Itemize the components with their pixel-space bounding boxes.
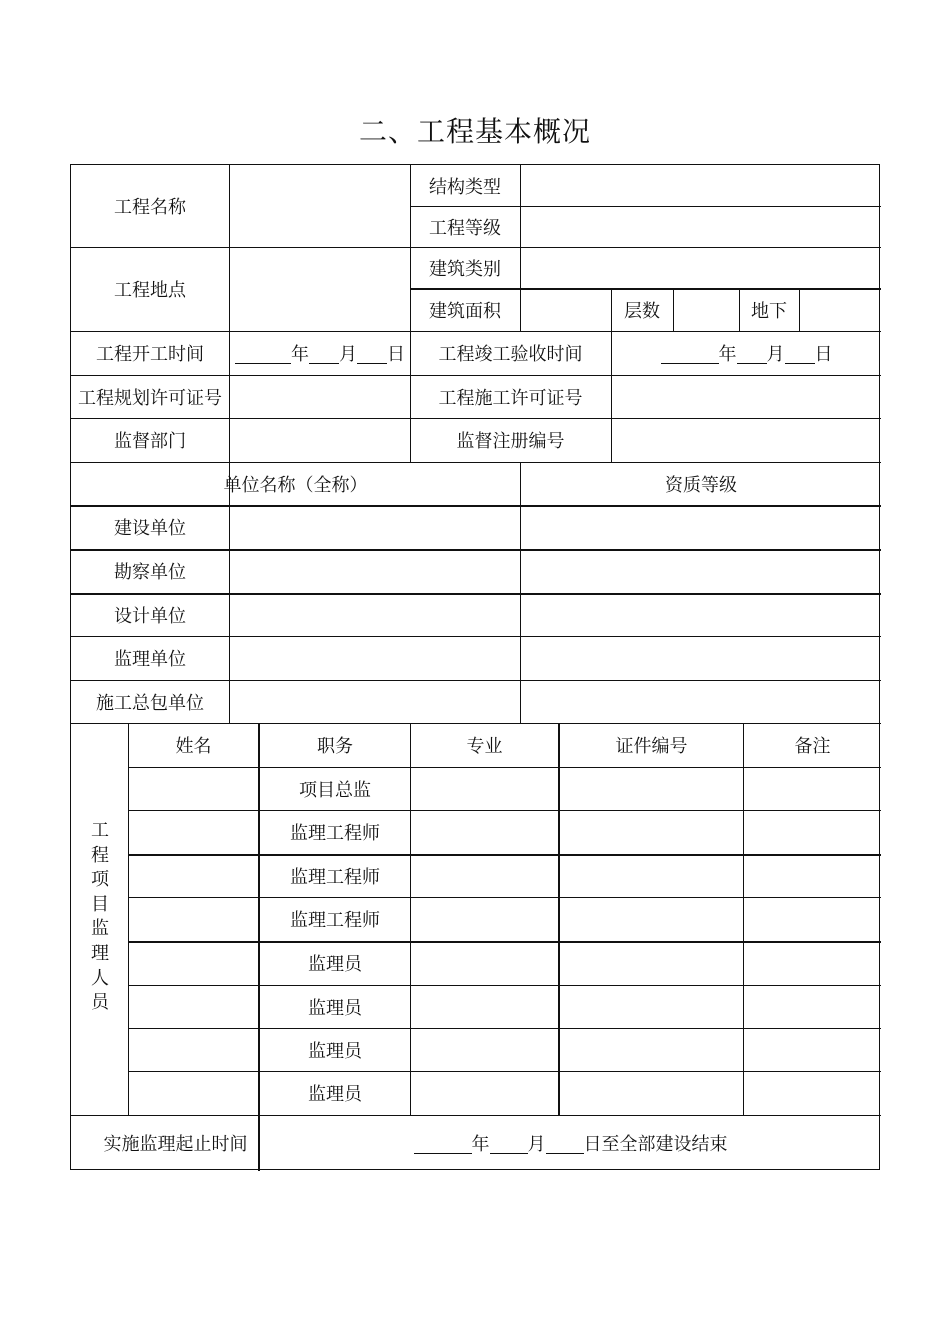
field-start-date[interactable] (230, 331, 410, 375)
field-completion-date[interactable] (612, 331, 881, 375)
day-label: 日 (387, 344, 405, 365)
grid-line (410, 723, 411, 1115)
grid-line (128, 985, 881, 986)
field-survey-unit-name[interactable] (230, 549, 520, 593)
label-supervision-reg: 监督注册编号 (456, 431, 565, 452)
field-floors[interactable] (674, 288, 739, 331)
blank-day[interactable] (546, 1133, 584, 1154)
label-project-name: 工程名称 (114, 197, 186, 218)
field-building-category[interactable] (521, 247, 881, 288)
field-underground[interactable] (800, 288, 881, 331)
field-supervision-reg[interactable] (612, 418, 881, 462)
year-label: 年 (471, 1134, 490, 1155)
field-survey-unit-grade[interactable] (521, 549, 881, 593)
grid-line (128, 1071, 881, 1072)
header-unit-name: 单位名称（全称） (223, 474, 368, 496)
project-overview-form (70, 164, 880, 1170)
month-label: 月 (527, 1134, 546, 1155)
label-project-location: 工程地点 (114, 280, 186, 301)
field-building-area[interactable] (521, 288, 611, 331)
position-cell: 监理工程师 (290, 866, 380, 888)
field-planning-permit[interactable] (230, 375, 410, 418)
position-cell: 监理员 (308, 1084, 362, 1105)
label-floors: 层数 (624, 300, 660, 322)
label-structure-type: 结构类型 (429, 176, 501, 198)
header-remarks: 备注 (794, 736, 831, 757)
field-contractor-unit-name[interactable] (230, 680, 520, 723)
label-building-category: 建筑类别 (429, 258, 501, 280)
field-owner-unit-grade[interactable] (521, 505, 881, 549)
label-planning-permit: 工程规划许可证号 (78, 387, 222, 409)
grid-line (558, 723, 560, 1115)
label-project-grade: 工程等级 (429, 217, 501, 239)
label-construction-permit: 工程施工许可证号 (438, 387, 583, 409)
field-structure-type[interactable] (521, 165, 881, 206)
label-survey-unit: 勘察单位 (114, 562, 186, 583)
field-design-unit-name[interactable] (230, 593, 520, 636)
label-supervision-dept: 监督部门 (114, 431, 186, 452)
field-contractor-unit-grade[interactable] (521, 680, 881, 723)
field-design-unit-grade[interactable] (521, 593, 881, 636)
grid-line (128, 723, 129, 1115)
blank-month[interactable] (490, 1133, 528, 1154)
label-start-time: 工程开工时间 (96, 344, 204, 365)
header-position: 职务 (317, 736, 353, 757)
label-design-unit: 设计单位 (114, 605, 186, 627)
grid-line (128, 854, 881, 856)
period-end-text: 日至全部建设结束 (583, 1134, 728, 1155)
label-building-area: 建筑面积 (429, 300, 501, 322)
year-label: 年 (718, 344, 737, 365)
field-supervision-unit-name[interactable] (230, 636, 520, 680)
field-supervision-unit-grade[interactable] (521, 636, 881, 680)
month-label: 月 (766, 344, 785, 365)
grid-line (128, 941, 881, 943)
field-project-name[interactable] (230, 165, 410, 247)
blank-day[interactable] (357, 343, 387, 364)
header-qualification: 资质等级 (665, 474, 737, 496)
header-specialty: 专业 (466, 736, 503, 757)
position-cell: 监理员 (308, 997, 362, 1019)
label-owner-unit: 建设单位 (114, 518, 186, 539)
blank-year[interactable] (235, 343, 291, 364)
label-supervision-period: 实施监理起止时间 (103, 1134, 248, 1155)
year-label: 年 (291, 344, 309, 365)
field-project-location[interactable] (230, 247, 410, 331)
header-certificate-no: 证件编号 (615, 736, 688, 757)
position-cell: 监理员 (308, 1040, 362, 1062)
grid-line (128, 810, 881, 811)
field-construction-permit[interactable] (612, 375, 881, 418)
blank-day[interactable] (785, 343, 815, 364)
blank-month[interactable] (737, 343, 767, 364)
grid-line (128, 897, 881, 898)
blank-year[interactable] (661, 343, 719, 364)
grid-line (128, 767, 881, 768)
blank-year[interactable] (414, 1133, 472, 1154)
label-underground: 地下 (751, 300, 787, 322)
label-contractor-unit: 施工总包单位 (96, 692, 204, 714)
day-label: 日 (814, 344, 833, 365)
field-owner-unit-name[interactable] (230, 505, 520, 549)
position-cell: 监理员 (308, 954, 362, 975)
grid-line (128, 1028, 881, 1029)
field-project-grade[interactable] (521, 206, 881, 247)
position-cell: 监理工程师 (290, 910, 380, 931)
header-name: 姓名 (175, 736, 212, 757)
grid-line (743, 723, 744, 1115)
month-label: 月 (339, 344, 357, 365)
position-cell: 监理工程师 (290, 823, 380, 844)
field-supervision-dept[interactable] (230, 418, 410, 462)
label-completion-time: 工程竣工验收时间 (438, 344, 583, 365)
blank-month[interactable] (309, 343, 339, 364)
personnel-group-label: 工 程 项 目 监 理 人 员 (91, 820, 109, 1014)
page-title: 二、工程基本概况 (358, 115, 591, 148)
label-supervision-unit: 监理单位 (114, 649, 186, 670)
field-supervision-period[interactable] (260, 1115, 881, 1171)
position-cell: 项目总监 (299, 779, 371, 801)
